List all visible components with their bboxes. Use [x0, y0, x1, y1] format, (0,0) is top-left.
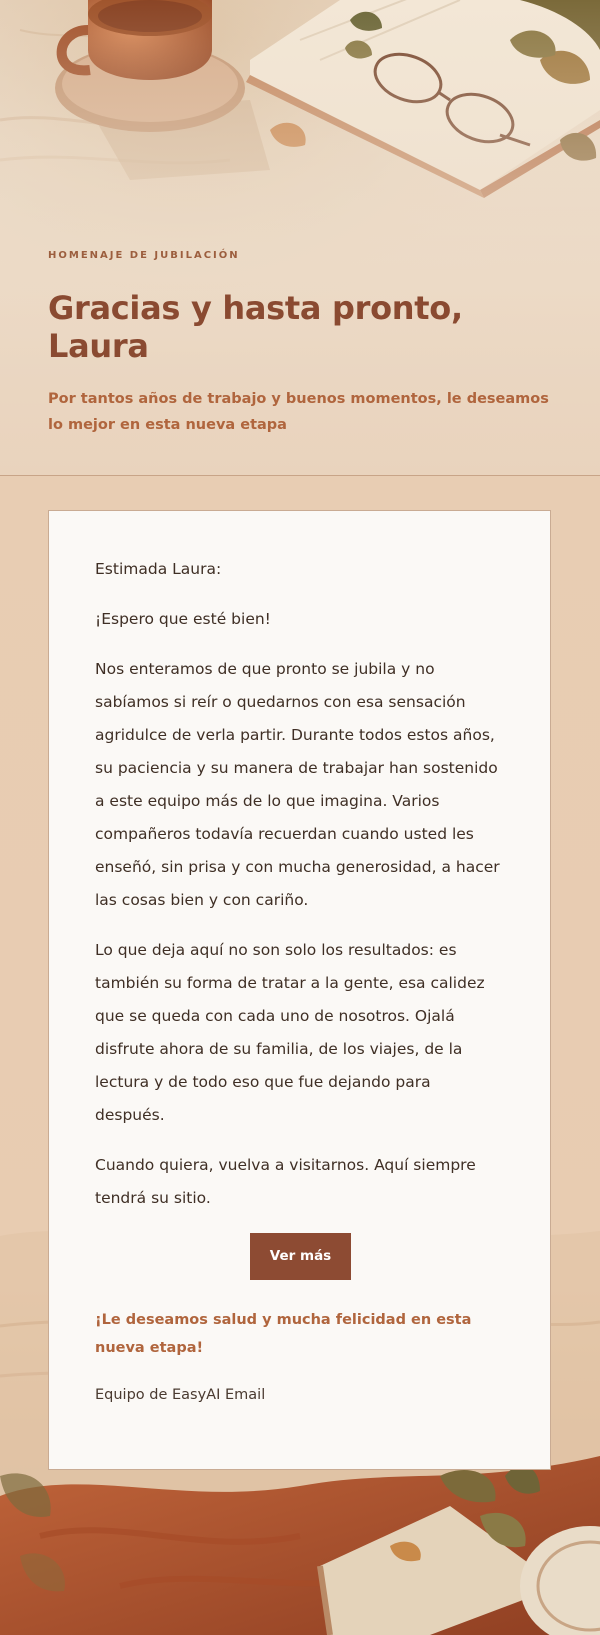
ver-mas-button[interactable]: Ver más	[250, 1233, 351, 1280]
letter-body	[95, 553, 505, 1215]
eyebrow-label: HOMENAJE DE JUBILACIÓN	[48, 250, 240, 261]
letter-paragraph-3: Cuando quiera, vuelva a visitarnos. Aquí siempre tendrá su sitio.	[95, 1156, 476, 1207]
letter-paragraph-2: Lo que deja aquí no son solo los resultados: es también su forma de tratar a la gente, esa calidez que se queda con cada uno de nosotros. Ojalá disfrute ahora de su familia, de los viajes, de la lectura y de todo eso que fue dejando para después.	[95, 941, 485, 1124]
page-subtitle: Por tantos años de trabajo y buenos momentos, le deseamos lo mejor en esta nueva etapa	[48, 390, 549, 433]
hero-banner	[0, 0, 600, 476]
hero-text	[48, 250, 568, 438]
letter-card	[48, 510, 551, 1470]
closing-message: ¡Le deseamos salud y mucha felicidad en esta nueva etapa!	[95, 1312, 472, 1356]
letter-paragraph-1: Nos enteramos de que pronto se jubila y no sabíamos si reír o quedarnos con esa sensación agridulce de verla partir. Durante todos estos años, su paciencia y su manera de trabajar han sostenido a este equipo más de lo que imagina. Varios compañeros todavía recuerdan cuando usted les enseñó, sin prisa y con mucha generosidad, a hacer las cosas bien y con cariño.	[95, 660, 500, 909]
cta-wrapper	[49, 1233, 552, 1280]
page-title: Gracias y hasta pronto, Laura	[48, 289, 463, 366]
letter-greeting: Estimada Laura:	[95, 560, 222, 578]
signature: Equipo de EasyAI Email	[95, 1387, 266, 1403]
letter-hope: ¡Espero que esté bien!	[95, 610, 271, 628]
